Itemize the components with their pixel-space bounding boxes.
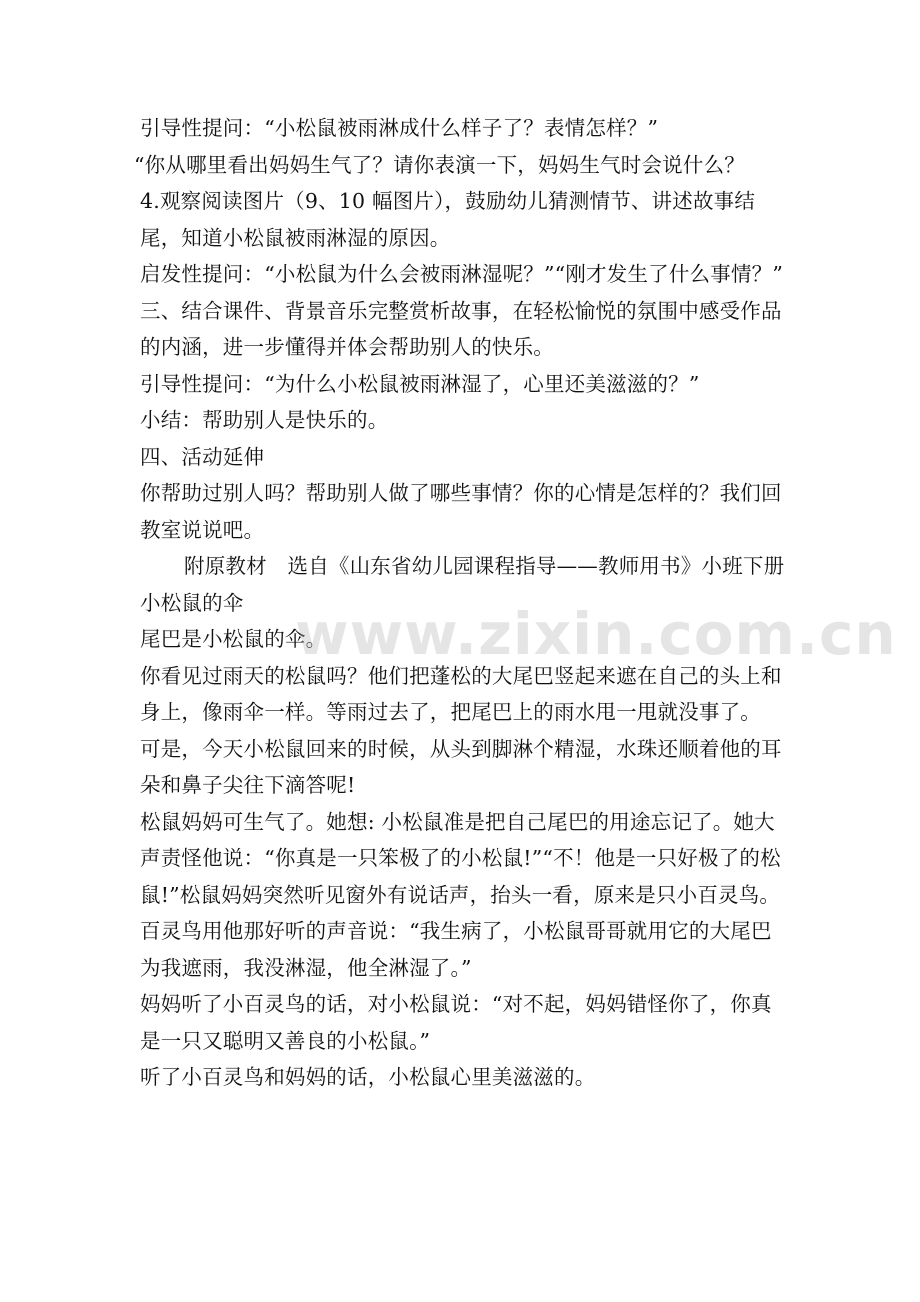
document-body <box>134 110 897 1096</box>
paragraph-section-3: 三、结合课件、背景音乐完整赏析故事，在轻松愉悦的氛围中感受作品的内涵，进一步懂得并体会帮助别人的快乐。 <box>140 298 782 359</box>
paragraph-summary: 小结：帮助别人是快乐的。 <box>140 408 389 432</box>
story-line-4: 松鼠妈妈可生气了。她想: 小松鼠准是把自己尾巴的用途忘记了。她大声责怪他说：“你真是一只笨极了的小松鼠!”“不！他是一只好极了的松鼠!”松鼠妈妈突然听见窗外有说话声，抬头一看，原来是只小百灵鸟。百灵鸟用他那好听的声音说：“我生病了，小松鼠哥哥就用它的大尾巴为我遮雨，我没淋湿，他全淋湿了。” <box>140 809 781 980</box>
story-line-2: 你看见过雨天的松鼠吗？他们把蓬松的大尾巴竖起来遮在自己的头上和身上，像雨伞一样。等雨过去了，把尾巴上的雨水甩一甩就没事了。 <box>140 663 782 724</box>
paragraph-extension: 你帮助过别人吗？帮助别人做了哪些事情？你的心情是怎样的？我们回教室说说吧。 <box>140 481 782 542</box>
story-line-5: 妈妈听了小百灵鸟的话，对小松鼠说：“对不起，妈妈错怪你了，你真是一只又聪明又善良的小松鼠。” <box>140 992 772 1053</box>
paragraph-guiding-question-2: “你从哪里看出妈妈生气了？请你表演一下，妈妈生气时会说什么？ <box>134 152 745 177</box>
watermark: www.zixin.com.cn <box>295 600 897 668</box>
paragraph-step-4: 4.观察阅读图片（9、10 幅图片），鼓励幼儿猜测情节、讲述故事结尾，知道小松鼠被雨淋湿的原因。 <box>140 189 756 250</box>
story-line-3: 可是，今天小松鼠回来的时候，从头到脚淋个精湿，水珠还顺着他的耳朵和鼻子尖往下滴答呢! <box>140 736 782 797</box>
paragraph-source-material: 附原教材 选自《山东省幼儿园课程指导——教师用书》小班下册小松鼠的伞 <box>140 554 785 615</box>
paragraph-inspiring-question: 启发性提问：“小松鼠为什么会被雨淋湿呢？”“刚才发生了什么事情？” <box>140 262 784 286</box>
story-line-6: 听了小百灵鸟和妈妈的话，小松鼠心里美滋滋的。 <box>140 1065 596 1089</box>
paragraph-guiding-question-3: 引导性提问：“为什么小松鼠被雨淋湿了，心里还美滋滋的？” <box>140 371 700 396</box>
story-line-1: 尾巴是小松鼠的伞。 <box>140 627 327 651</box>
paragraph-guiding-question-1: 引导性提问：“小松鼠被雨淋成什么样子了？表情怎样？” <box>140 116 659 140</box>
section-heading-extension: 四、活动延伸 <box>140 444 265 469</box>
